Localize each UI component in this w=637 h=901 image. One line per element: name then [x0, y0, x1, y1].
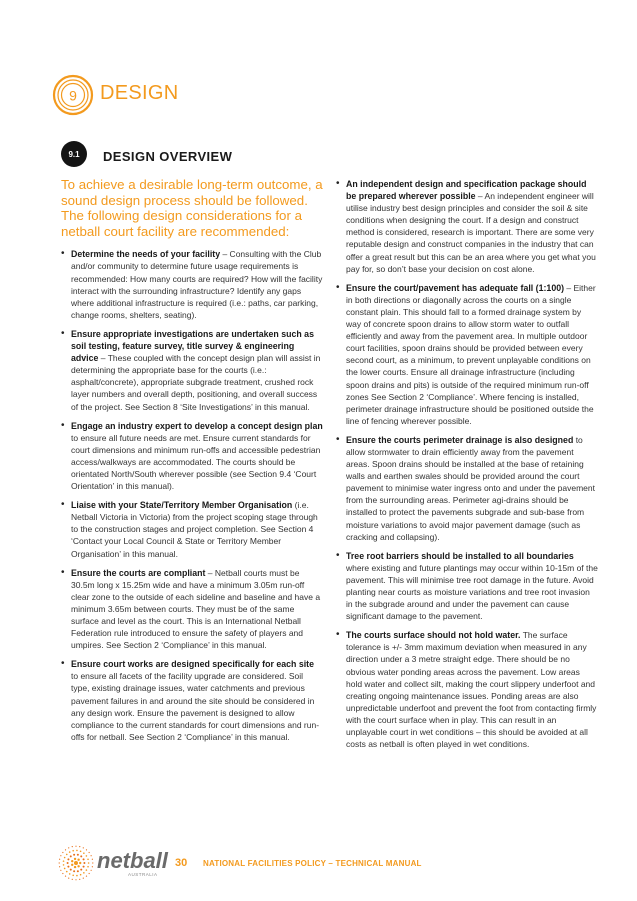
list-item	[61, 658, 323, 743]
right-bullet-list	[336, 178, 598, 750]
list-item-text: to ensure all facets of the facility upgrade are considered. Soil type, existing drainage issues, water catchments and previous pavement failures in and around the site should be considered in any design work. Ensure the pavement is designed to allow compliance to the current standards for court dimensions and run-offs for netball. See Section 2 ‘Compliance’ in this manual.	[71, 671, 320, 742]
section-number: 9	[69, 87, 77, 104]
list-item-text: to ensure all future needs are met. Ensure current standards for court dimensions and minimum run-offs and accessible pedestrian access/walkways are accommodated. The courts should be orientated North/South wherever possible (see Section 9.4 ‘Court Orientation’ in this manual).	[71, 432, 321, 492]
section-title: DESIGN	[100, 82, 179, 104]
list-item-heading: Ensure appropriate investigations are undertaken such as soil testing, feature survey, title survey & engineering advice	[71, 328, 314, 364]
subsection-number-badge: 9.1	[61, 141, 87, 167]
list-item	[61, 328, 323, 413]
list-item-heading: Ensure court works are designed specifically for each site	[71, 659, 314, 670]
list-item-heading: Ensure the courts perimeter drainage is also designed	[346, 434, 574, 445]
list-item-text: – An independent engineer will utilise industry best design principles and consider the soil & site conditions when designing the court. If a design and construct method is considered, research is important. There are some very reputable design and construct companies in the industry that can offer a great result but this can be an area where you get what you pay for, so don’t base your decision on cost alone.	[346, 191, 596, 274]
list-item	[336, 178, 598, 275]
list-item	[336, 550, 598, 623]
list-item	[61, 567, 323, 652]
list-item-heading: Liaise with your State/Territory Member Organisation	[71, 500, 293, 511]
list-item-heading: Ensure the court/pavement has adequate fall (1:100)	[346, 282, 565, 293]
list-item-text: The surface tolerance is +/- 3mm maximum deviation when measured in any direction under a 3 metre straight edge. There should be no obvious water ponding areas across the pavement. Low areas hold water and collect silt, making the court slippery underfoot and creating ongoing maintenance issues. Ponding areas are also unpredictable underfoot and prevent the foot from contacting firmly with the court surface when in play. This can result in an unplayable court in wet conditions – this should be avoided at all costs as netball is often played in wet conditions.	[346, 630, 597, 750]
list-item-text: to allow stormwater to drain efficiently away from the pavement areas. Spoon drains should be installed at the base of retaining walls and earthen swales should be provided around the court pavement to minimise water ingress onto and under the pavement from the surrounding areas. Perimeter agi-drains should be installed to protect the pavements subgrade and sub-base from moisture variations to avoid major pavement damage (such as cracking and collapsing).	[346, 434, 595, 542]
list-item-heading: Determine the needs of your facility	[71, 249, 221, 260]
section-number-ring-icon	[52, 74, 94, 116]
list-item-text: – Netball courts must be 30.5m long x 15.25m wide and have a minimum 3.05m run-off clear zone to the outside of each sideline and baseline and have a minimum 3.65m between courts. They must be of the same surface and level as the court. This is an International Netball Federation rule introduced to ensure the safety of players and umpires. See Section 2 ‘Compliance’ in this manual.	[71, 567, 321, 651]
left-bullet-list	[61, 248, 323, 743]
list-item-heading: Ensure the courts are compliant	[71, 567, 206, 578]
footer-brand: netball	[97, 848, 168, 873]
list-item-heading: Tree root barriers should be installed to all boundaries	[346, 550, 574, 561]
list-item	[336, 282, 598, 427]
list-item	[336, 629, 598, 750]
list-item-text: (i.e. Netball Victoria in Victoria) from the project scoping stage through to the construction stages and project completion. See Section 4 ‘Contact your Local Council & State or Territory Member Organisation’ in this manual.	[71, 500, 318, 559]
list-item-heading: The courts surface should not hold water.	[346, 630, 521, 641]
right-column	[336, 178, 598, 757]
list-item-heading: An independent design and specification package should be prepared wherever possible	[346, 179, 587, 202]
intro-paragraph: To achieve a desirable long-term outcome, a sound design process should be followed. The following design considerations for a netball court facility are recommended:	[61, 177, 323, 239]
footer-brand-sub: AUSTRALIA	[128, 872, 158, 877]
list-item-text: where existing and future plantings may occur within 10-15m of the pavement. This will minimise tree root damage in the future. Avoid planting near courts as moisture variations and tree root invasion in the subgrade around and under the pavement can cause significant damage to the pavement.	[346, 562, 598, 622]
footer-title: NATIONAL FACILITIES POLICY – TECHNICAL MANUAL	[203, 859, 422, 868]
list-item-heading: Engage an industry expert to develop a concept design plan	[71, 420, 323, 431]
list-item-text: – Consulting with the Club and/or community to determine future usage requirements is recommended: How many courts are required? How will the facility interact with the surrounding infrastructure? Identify any gaps where additional infrastructure is required (i.e.: paths, car parking, change rooms, shelters, seating).	[71, 249, 323, 320]
list-item-text: – These coupled with the concept design plan will assist in determining the appropriate base for the courts (i.e.: asphalt/concrete), appropriate subgrade treatment, crushed rock layer numbers and overall depth, positioning, and overall success of the project. See Section 8 ‘Site Investigations’ in this manual.	[71, 353, 321, 412]
netball-logo-icon	[56, 843, 96, 883]
list-item-text: – Either in both directions or diagonally across the courts on a single constant plain. This should fall to a formed drainage system by way of concrete spoon drains to allow storm water to outfall efficiently and away from the pavement area. In multiple outdoor court facilities, spoon drains should be provided between every second court, as a minimum, to prevent unplayable conditions on the lower courts. Ensure all drainage infrastructure (including spoon drains and pits) is outside of the required minimum run-off zones See Section 2 ‘Compliance’. Where fencing is installed, perimeter drainage infrastructure should be positioned outside the line of fencing wherever possible.	[346, 282, 596, 426]
list-item	[61, 248, 323, 321]
subsection-title: DESIGN OVERVIEW	[103, 149, 233, 164]
list-item	[61, 499, 323, 559]
list-item	[61, 420, 323, 493]
page-number: 30	[175, 857, 188, 869]
list-item	[336, 434, 598, 543]
left-column	[61, 177, 323, 750]
